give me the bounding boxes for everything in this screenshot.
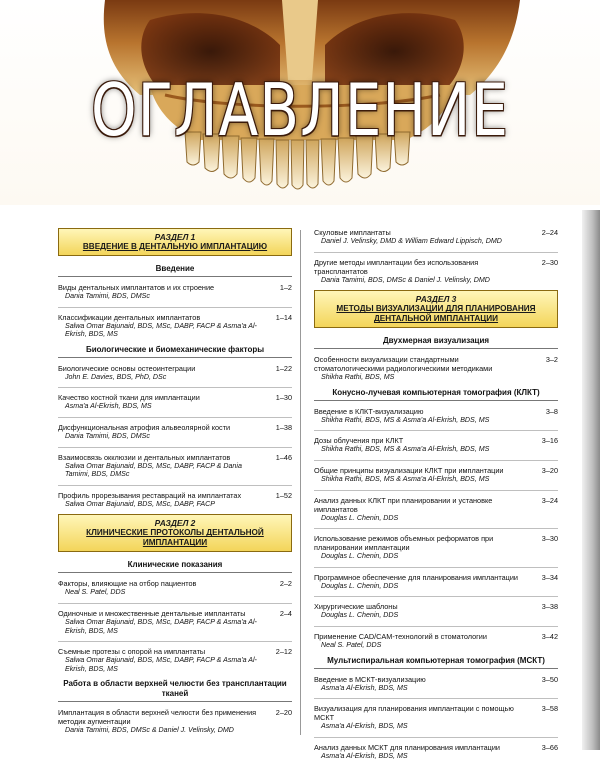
entry-separator [314, 698, 558, 699]
entry-title: Особенности визуализации стандартными стоматологическими радиологическими методиками [314, 355, 493, 374]
subsection-heading: Биологические и биомеханические факторы [58, 345, 292, 358]
entry-page: 3–30 [541, 534, 558, 544]
entry-page: 1–38 [275, 422, 292, 432]
entry-authors: Douglas L. Chenin, DDS [321, 552, 399, 561]
entry-page: 2–12 [275, 647, 292, 657]
entry-title: Общие принципы визуализации КЛКТ при имплантации [314, 465, 504, 475]
entry-title: Визуализация для планирования имплантации с помощью МСКТ [314, 704, 514, 723]
toc-entry[interactable] [314, 602, 558, 620]
section-title: КЛИНИЧЕСКИЕ ПРОТОКОЛЫ ДЕНТАЛЬНОЙ ИМПЛАНТАЦИИ [86, 528, 264, 548]
entry-title: Качество костной ткани для имплантации [58, 393, 200, 403]
page-edge-shadow [582, 210, 600, 750]
entry-title: Применение CAD/CAM-технологий в стоматологии [314, 631, 487, 641]
entry-separator [58, 307, 292, 308]
entry-authors: Neal S. Patel, DDS [321, 640, 382, 649]
entry-separator [314, 596, 558, 597]
entry-title: Профиль прорезывания реставраций на имплантатах [58, 490, 242, 500]
toc-entry[interactable] [58, 283, 292, 301]
subsection-heading: Конусно-лучевая компьютерная томография (КЛКТ) [314, 388, 558, 401]
entry-authors: Asma'a Al-Ekrish, BDS, MS [321, 683, 408, 692]
toc-entry[interactable] [58, 708, 292, 735]
entry-authors: John E. Davies, BDS, PhD, DSc [65, 372, 167, 381]
entry-page: 3–34 [541, 572, 558, 582]
section-title: МЕТОДЫ ВИЗУАЛИЗАЦИИ ДЛЯ ПЛАНИРОВАНИЯ ДЕНТАЛЬНОЙ ИМПЛАНТАЦИИ [336, 304, 536, 324]
toc-entry[interactable] [314, 355, 558, 382]
toc-entry[interactable] [314, 534, 558, 561]
toc-entry[interactable] [58, 647, 292, 673]
section-header [314, 290, 558, 328]
entry-separator [314, 528, 558, 529]
entry-page: 1–46 [275, 452, 292, 462]
entry-title: Анализ данных МСКТ для планирования имплантации [314, 742, 500, 752]
entry-title: Имплантация в области верхней челюсти без применения методик аугментации [58, 708, 257, 727]
entry-separator [58, 417, 292, 418]
entry-title: Биологические основы остеоинтеграции [58, 363, 196, 373]
entry-page: 1–30 [275, 393, 292, 403]
entry-page: 2–4 [279, 608, 292, 618]
section-header [58, 514, 292, 552]
subsection-heading: Клинические показания [58, 560, 292, 573]
entry-separator [314, 567, 558, 568]
entry-separator [314, 490, 558, 491]
entry-title: Съемные протезы с опорой на имплантаты [58, 647, 206, 657]
entry-authors: Dania Tamimi, BDS, DMSc [65, 292, 150, 300]
entry-separator [314, 430, 558, 431]
entry-title: Введение в КЛКТ-визуализацию [314, 406, 424, 416]
entry-page: 2–20 [275, 708, 292, 718]
entry-page: 1–52 [275, 490, 292, 500]
entry-separator [314, 460, 558, 461]
entry-authors: Dania Tamimi, BDS, DMSc [65, 431, 150, 440]
toc-right-column [314, 228, 558, 766]
toc-entry[interactable] [314, 228, 558, 246]
page-title: ОГЛАВЛЕНИЕ [90, 67, 509, 153]
entry-page: 3–50 [541, 674, 558, 684]
toc-entry[interactable] [58, 364, 292, 382]
toc-entry[interactable] [58, 579, 292, 597]
entry-authors: Douglas L. Chenin, DDS [321, 611, 399, 620]
toc-entry[interactable] [58, 491, 292, 509]
entry-separator [58, 447, 292, 448]
entry-separator [314, 737, 558, 738]
entry-separator [58, 387, 292, 388]
toc-entry[interactable] [314, 704, 558, 731]
entry-separator [58, 485, 292, 486]
entry-page: 2–2 [279, 579, 292, 589]
entry-authors: Salwa Omar Bajunaid, BDS, MSc, DABP, FACP [65, 499, 215, 508]
entry-title: Другие методы имплантации без использования трансплантатов [314, 257, 479, 276]
entry-authors: Asma'a Al-Ekrish, BDS, MS [65, 402, 152, 411]
entry-title: Дозы облучения при КЛКТ [314, 436, 404, 446]
entry-authors: Salwa Omar Bajunaid, BDS, MSc, DABP, FACP & Dania Tamimi, BDS, DMSc [65, 461, 242, 479]
entry-title: Хирургические шаблоны [314, 602, 398, 612]
column-divider [300, 230, 301, 735]
entry-title: Факторы, влияющие на отбор пациентов [58, 579, 197, 589]
toc-entry[interactable] [314, 407, 558, 425]
entry-page: 3–20 [541, 465, 558, 475]
entry-title: Дисфункциональная атрофия альвеолярной кости [58, 422, 231, 432]
subsection-heading: Работа в области верхней челюсти без трансплантации тканей [58, 679, 292, 702]
toc-entry[interactable] [58, 393, 292, 411]
subsection-heading: Введение [58, 264, 292, 277]
toc-entry[interactable] [58, 609, 292, 635]
entry-authors: Salwa Omar Bajunaid, BDS, MSc, DABP, FACP & Asma'a Al-Ekrish, BDS, MS [65, 321, 257, 339]
entry-authors: Shikha Rathi, BDS, MS & Asma'a Al-Ekrish, BDS, MS [321, 474, 490, 483]
toc-entry[interactable] [314, 743, 558, 761]
entry-title: Одиночные и множественные дентальные имплантаты [58, 608, 246, 618]
entry-authors: Dania Tamimi, BDS, DMSc & Daniel J. Velinsky, DMD [321, 275, 490, 284]
toc-entry[interactable] [314, 496, 558, 523]
section-number: РАЗДЕЛ 1 [154, 232, 196, 242]
subsection-heading: Двухмерная визуализация [314, 336, 558, 349]
entry-page: 2–30 [541, 257, 558, 267]
entry-authors: Douglas L. Chenin, DDS [321, 513, 399, 522]
entry-title: Программное обеспечение для планирования имплантации [314, 572, 518, 582]
entry-authors: Shikha Rathi, BDS, MS [321, 373, 395, 382]
entry-title: Введение в МСКТ-визуализацию [314, 674, 426, 684]
toc-entry[interactable] [314, 436, 558, 454]
toc-entry[interactable] [314, 573, 558, 591]
entry-authors: Asma'a Al-Ekrish, BDS, MS [321, 751, 408, 760]
entry-page: 3–66 [541, 742, 558, 752]
entry-authors: Salwa Omar Bajunaid, BDS, MSc, DABP, FACP & Asma'a Al-Ekrish, BDS, MS [65, 656, 257, 673]
header-illustration [0, 0, 600, 205]
entry-page: 1–2 [279, 283, 292, 292]
entry-authors: Shikha Rathi, BDS, MS & Asma'a Al-Ekrish, BDS, MS [321, 445, 490, 454]
entry-page: 3–16 [541, 436, 558, 446]
entry-page: 3–8 [545, 406, 558, 416]
toc-entry[interactable] [314, 632, 558, 650]
entry-authors: Shikha Rathi, BDS, MS & Asma'a Al-Ekrish, BDS, MS [321, 415, 490, 424]
entry-page: 3–24 [541, 495, 558, 505]
toc-entry[interactable] [58, 423, 292, 441]
entry-authors: Salwa Omar Bajunaid, BDS, MSc, DABP, FACP & Asma'a Al-Ekrish, BDS, MS [65, 617, 257, 635]
toc-entry[interactable] [314, 258, 558, 285]
entry-page: 3–58 [541, 704, 558, 714]
entry-title: Использование режимов объемных реформатов при планировании имплантации [314, 534, 494, 553]
entry-page: 3–42 [541, 631, 558, 641]
entry-title: Анализ данных КЛКТ при планировании и установке имплантатов [314, 495, 493, 514]
section-title: ВВЕДЕНИЕ В ДЕНТАЛЬНУЮ ИМПЛАНТАЦИЮ [82, 242, 268, 251]
entry-page: 1–22 [275, 363, 292, 373]
entry-page: 1–14 [275, 312, 292, 322]
entry-title: Скуловые имплантаты [314, 228, 391, 237]
entry-authors: Asma'a Al-Ekrish, BDS, MS [321, 722, 408, 731]
entry-page: 3–38 [541, 602, 558, 612]
entry-page: 2–24 [541, 228, 558, 237]
subsection-heading: Мультиспиральная компьютерная томография (МСКТ) [314, 656, 558, 669]
section-header [58, 228, 292, 256]
entry-page: 3–2 [545, 355, 558, 365]
entry-authors: Douglas L. Chenin, DDS [321, 581, 399, 590]
toc-entry[interactable] [314, 675, 558, 693]
entry-separator [314, 626, 558, 627]
entry-title: Взаимосвязь окклюзии и дентальных имплантатов [58, 452, 231, 462]
section-number: РАЗДЕЛ 2 [154, 518, 196, 529]
entry-authors: Daniel J. Velinsky, DMD & William Edward Lippisch, DMD [321, 237, 502, 245]
toc-entry[interactable] [58, 313, 292, 339]
toc-left-column [58, 228, 292, 741]
entry-separator [58, 603, 292, 604]
toc-entry[interactable] [58, 453, 292, 479]
entry-title: Классификации дентальных имплантатов [58, 312, 201, 322]
entry-separator [314, 252, 558, 253]
toc-entry[interactable] [314, 466, 558, 484]
entry-authors: Dania Tamimi, BDS, DMSc & Daniel J. Velinsky, DMD [65, 726, 234, 735]
entry-title: Виды дентальных имплантатов и их строение [58, 283, 215, 292]
entry-separator [58, 641, 292, 642]
section-number: РАЗДЕЛ 3 [415, 294, 457, 305]
entry-authors: Neal S. Patel, DDS [65, 588, 126, 597]
